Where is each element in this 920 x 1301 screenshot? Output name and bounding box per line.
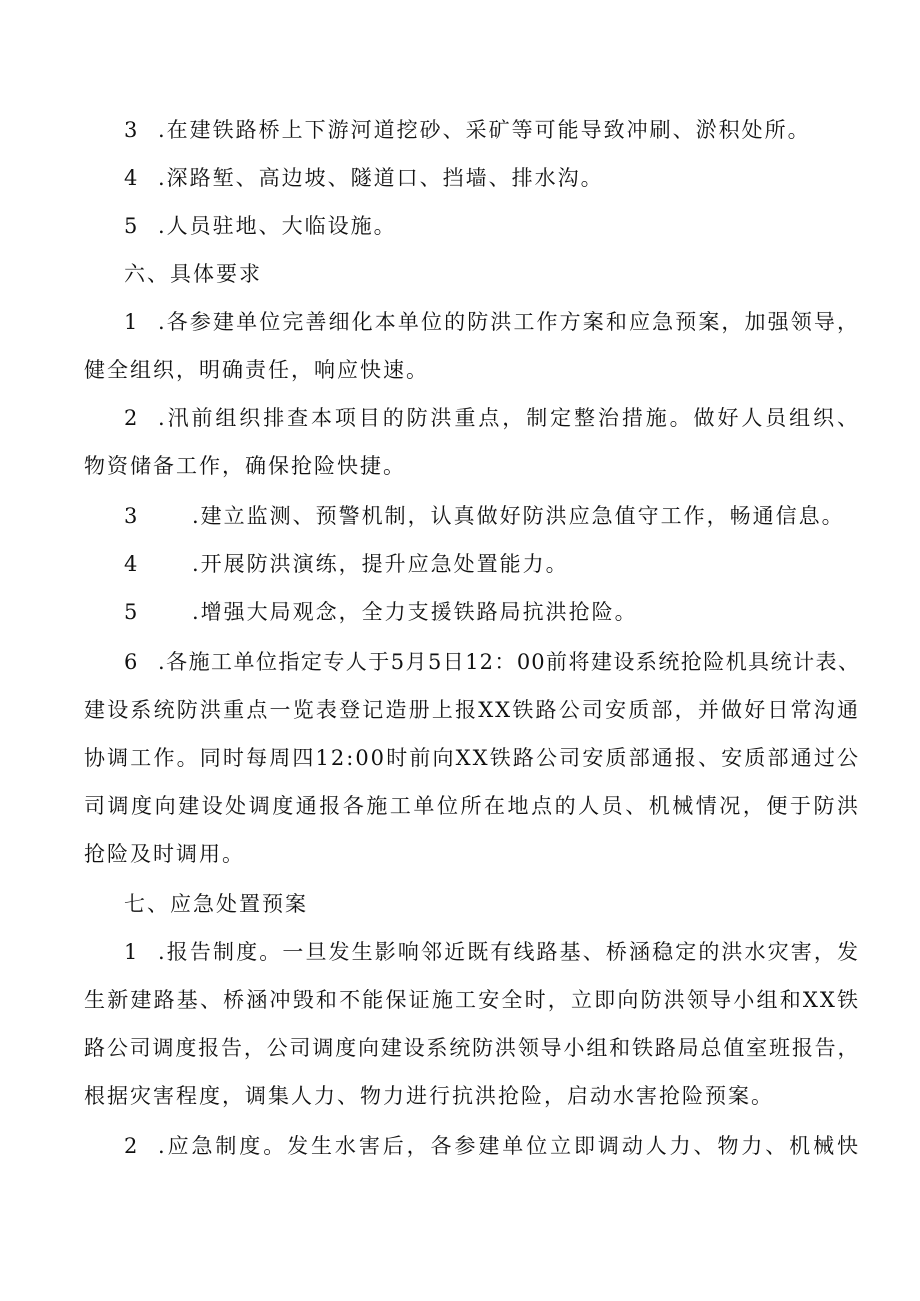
requirement-4	[124, 549, 860, 579]
item-number: 3	[124, 118, 140, 142]
list-item-5-hazard	[124, 211, 860, 241]
section-heading-7	[124, 889, 860, 919]
item-text: .各施工单位指定专人于5月5日12：00前将建设系统抢险机具统计表、	[158, 650, 860, 674]
plan-1-cont-1	[84, 985, 860, 1015]
item-number: 6	[124, 650, 139, 674]
requirement-1-cont	[84, 355, 860, 385]
requirement-1	[124, 307, 860, 337]
item-text: 生新建路基、桥涵冲毁和不能保证施工安全时，立即向防洪领导小组和XX铁	[84, 988, 860, 1012]
item-text: 司调度向建设处调度通报各施工单位所在地点的人员、机械情况，便于防洪	[84, 794, 860, 818]
requirement-5	[124, 597, 860, 627]
heading-text: 七、应急处置预案	[124, 892, 308, 916]
requirement-6-cont-2	[84, 743, 860, 773]
requirement-2-cont	[84, 451, 860, 481]
requirement-2	[124, 403, 860, 433]
item-number: 4	[124, 166, 140, 190]
item-text: .汛前组织排查本项目的防洪重点，制定整治措施。做好人员组织、	[158, 406, 860, 430]
heading-text: 六、具体要求	[124, 262, 262, 286]
plan-1	[124, 937, 860, 967]
requirement-6-cont-1	[84, 695, 860, 725]
plan-1-cont-2	[84, 1033, 860, 1063]
requirement-6-cont-3	[84, 791, 860, 821]
item-text: .开展防洪演练，提升应急处置能力。	[192, 552, 569, 576]
item-text: 协调工作。同时每周四12:00时前向XX铁路公司安质部通报、安质部通过公	[84, 746, 860, 770]
section-heading-6	[124, 259, 860, 289]
item-text: .在建铁路桥上下游河道挖砂、采矿等可能导致冲刷、淤积处所。	[158, 118, 811, 142]
item-text: 建设系统防洪重点一览表登记造册上报XX铁路公司安质部，并做好日常沟通	[84, 698, 860, 722]
item-number: 5	[124, 600, 140, 624]
item-number: 2	[124, 1134, 140, 1158]
item-text: .深路堑、高边坡、隧道口、挡墙、排水沟。	[158, 166, 604, 190]
item-text: .各参建单位完善细化本单位的防洪工作方案和应急预案，加强领导，	[158, 310, 860, 334]
list-item-4-hazard	[124, 163, 860, 193]
item-number: 1	[124, 310, 140, 334]
item-text: .增强大局观念，全力支援铁路局抗洪抢险。	[192, 600, 638, 624]
item-text: .应急制度。发生水害后，各参建单位立即调动人力、物力、机械快	[158, 1134, 860, 1158]
item-text: 路公司调度报告，公司调度向建设系统防洪领导小组和铁路局总值室班报告，	[84, 1036, 860, 1060]
item-text: 健全组织，明确责任，响应快速。	[84, 358, 429, 382]
requirement-6-cont-4	[84, 839, 860, 869]
plan-2	[124, 1131, 860, 1161]
item-number: 1	[124, 940, 140, 964]
item-text: 抢险及时调用。	[84, 842, 245, 866]
item-text: .人员驻地、大临设施。	[158, 214, 397, 238]
item-text: 物资储备工作，确保抢险快捷。	[84, 454, 406, 478]
requirement-3	[124, 501, 860, 531]
item-text: 根据灾害程度，调集人力、物力进行抗洪抢险，启动水害抢险预案。	[84, 1084, 774, 1108]
item-number: 5	[124, 214, 140, 238]
item-number: 4	[124, 552, 140, 576]
item-text: .建立监测、预警机制，认真做好防洪应急值守工作，畅通信息。	[192, 504, 845, 528]
item-number: 2	[124, 406, 140, 430]
item-number: 3	[124, 504, 140, 528]
requirement-6	[124, 647, 860, 677]
list-item-3-hazard	[124, 115, 860, 145]
plan-1-cont-3	[84, 1081, 860, 1111]
item-text: .报告制度。一旦发生影响邻近既有线路基、桥涵稳定的洪水灾害，发	[158, 940, 860, 964]
